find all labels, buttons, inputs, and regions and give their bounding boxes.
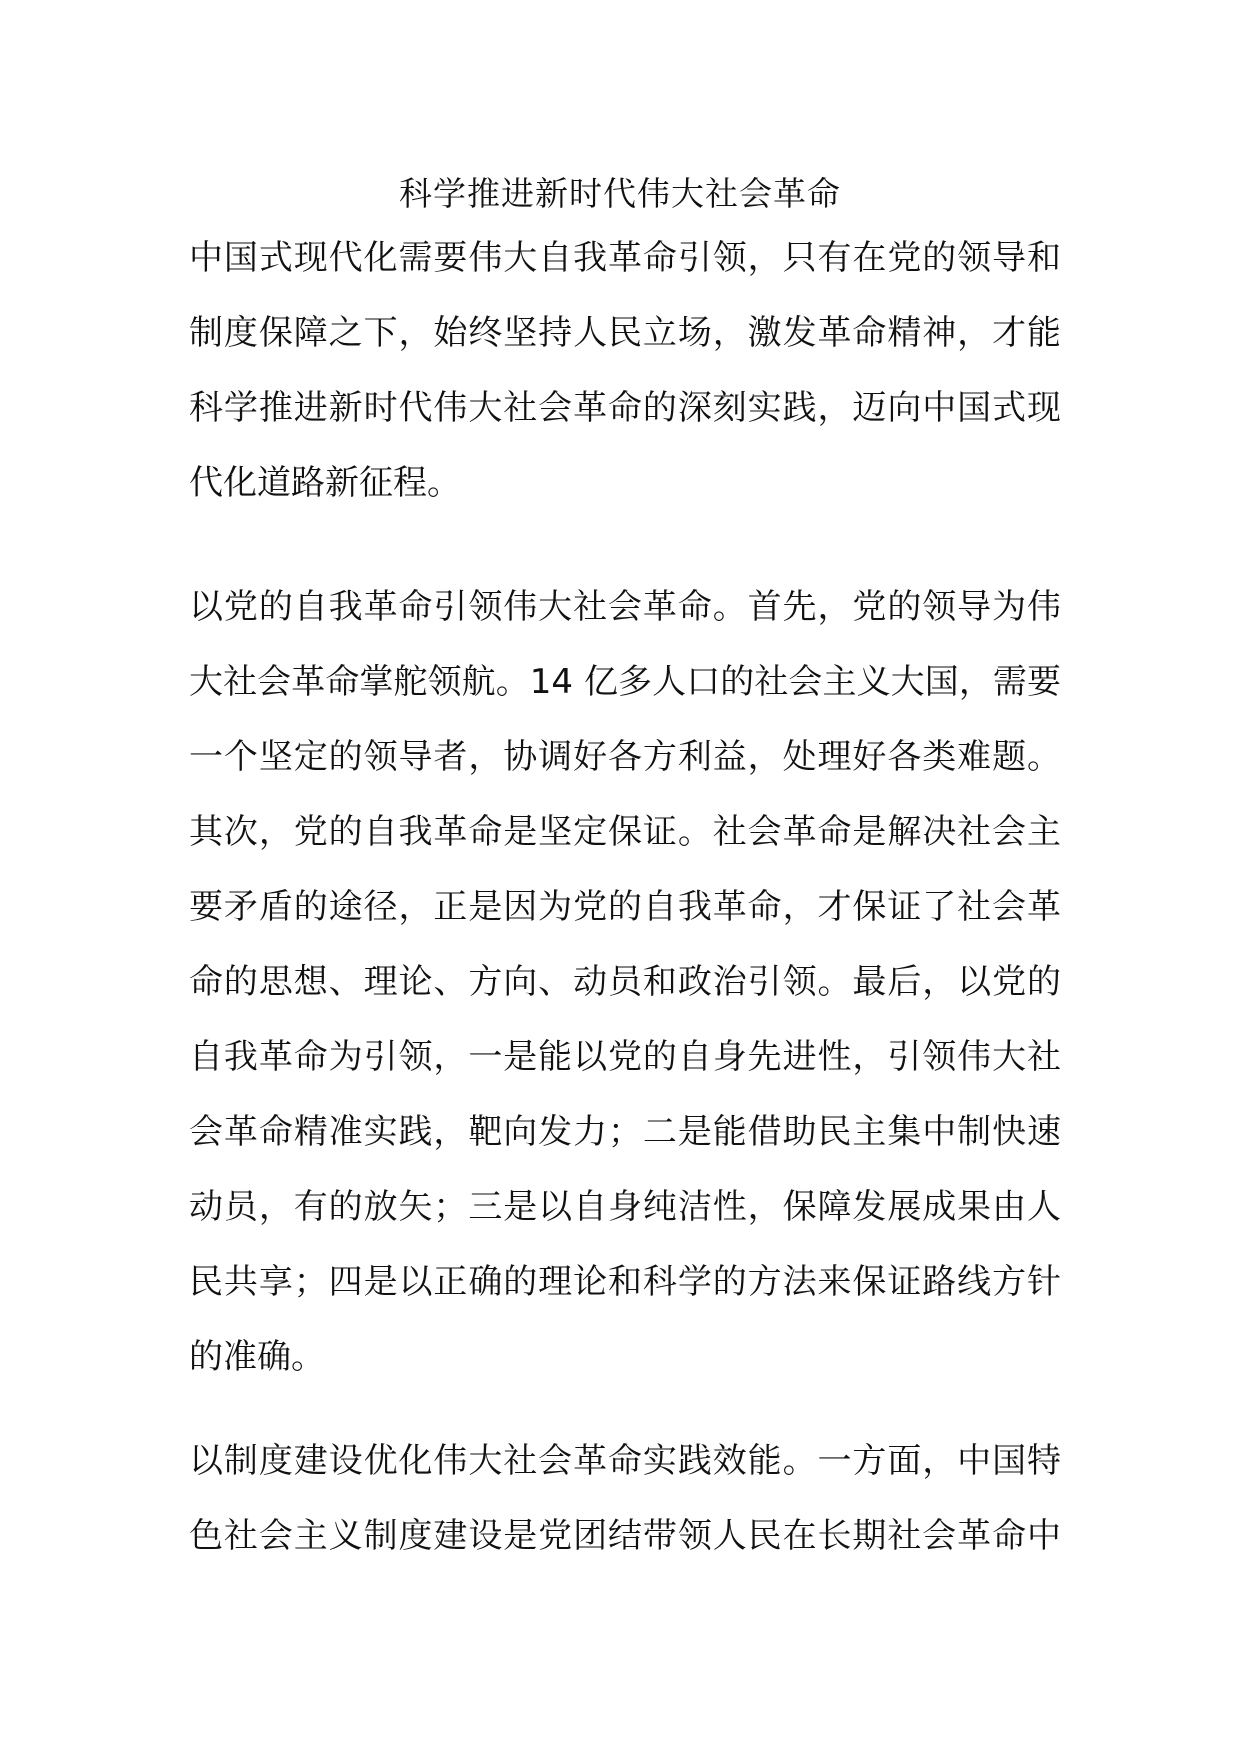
paragraph-line: 制度保障之下，始终坚持人民立场，激发革命精神，才能 — [189, 313, 1061, 353]
paragraph-line: 的准确。 — [189, 1337, 325, 1377]
paragraph-line: 要矛盾的途径，正是因为党的自我革命，才保证了社会革 — [189, 887, 1061, 927]
paragraph-line: 以制度建设优化伟大社会革命实践效能。一方面，中国特 — [189, 1441, 1061, 1481]
paragraph-line: 自我革命为引领，一是能以党的自身先进性，引领伟大社 — [189, 1037, 1061, 1077]
paragraph-line: 其次，党的自我革命是坚定保证。社会革命是解决社会主 — [189, 812, 1061, 852]
paragraph-line: 代化道路新征程。 — [189, 463, 461, 503]
paragraph-line: 色社会主义制度建设是党团结带领人民在长期社会革命中 — [189, 1516, 1061, 1556]
paragraph-line: 命的思想、理论、方向、动员和政治引领。最后，以党的 — [189, 962, 1061, 1002]
paragraph-line: 会革命精准实践，靶向发力；二是能借助民主集中制快速 — [189, 1112, 1061, 1152]
paragraph-line: 大社会革命掌舵领航。14 亿多人口的社会主义大国，需要 — [189, 662, 1061, 702]
paragraph-line: 动员，有的放矢；三是以自身纯洁性，保障发展成果由人 — [189, 1187, 1061, 1227]
paragraph-2 — [189, 570, 1061, 1395]
paragraph-line: 一个坚定的领导者，协调好各方利益，处理好各类难题。 — [189, 737, 1061, 777]
paragraph-line: 科学推进新时代伟大社会革命的深刻实践，迈向中国式现 — [189, 388, 1061, 428]
document-title: 科学推进新时代伟大社会革命 — [399, 174, 841, 213]
paragraph-1 — [189, 221, 1061, 521]
paragraph-line: 民共享；四是以正确的理论和科学的方法来保证路线方针 — [189, 1262, 1061, 1302]
paragraph-3 — [189, 1424, 1061, 1574]
paragraph-line: 以党的自我革命引领伟大社会革命。首先，党的领导为伟 — [189, 587, 1061, 627]
paragraph-line: 中国式现代化需要伟大自我革命引领，只有在党的领导和 — [189, 238, 1061, 278]
